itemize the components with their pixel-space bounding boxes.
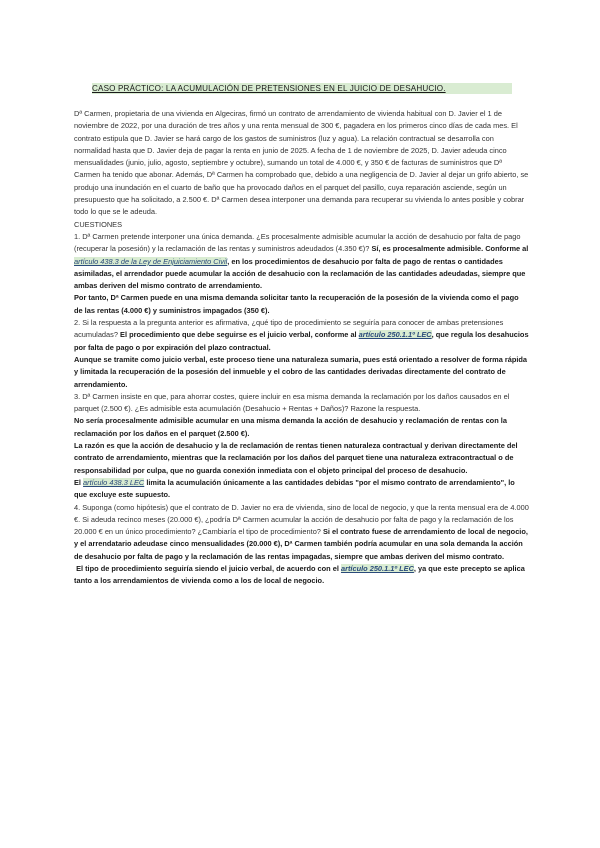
- question-2-text: 2. Si la respuesta a la pregunta anterior es afirmativa, ¿qué tipo de procedimiento se seguiría para conocer de ambas pretensiones acumuladas?: [74, 318, 504, 340]
- answer-1-part-1: Sí, es procesalmente admisible. Conforme al: [371, 244, 529, 254]
- answer-4-pre: El tipo de procedimiento seguiría siendo el juicio verbal, de acuerdo con el: [76, 563, 339, 573]
- answer-2-part-1: El procedimiento que debe seguirse es el juicio verbal, conforme al: [120, 330, 357, 340]
- answer-3-pre: El: [74, 477, 81, 487]
- intro-paragraph: Dª Carmen, propietaria de una vivienda en Algeciras, firmó un contrato de arrendamiento de vivienda habitual con D. Javier el 1 de noviembre de 2022, por una duración de tres años y una renta mensual de 300 €, pagadera en los primeros cinco días de cada mes. El contrato estipula que D. Javier se hará cargo de los gastos de suministros (luz y agua). La relación contractual se desarrolla con normalidad hasta que D. Javier deja de pagar la renta en junio de 2025. A fecha de 1 de noviembre de 2025, D. Javier adeuda cinco mensualidades (junio, julio, agosto, septiembre y octubre), sumando un total de 4.000 €, y 350 € de facturas de suministros que Dª Carmen ha tenido que abonar. Además, Dª Carmen ha comprobado que, debido a una negligencia de D. Javier al dejar un grifo abierto, se produjo una inundación en el cuarto de baño que ha provocado daños en el parquet del pasillo, cuya reparación asciende, según un presupuesto que ha solicitado, a 2.500 €. Dª Carmen desea interponer una demanda para recuperar su vivienda lo antes posible y cobrar todo lo que se le adeuda.: [74, 109, 529, 217]
- answer-2-part-3: Aunque se tramite como juicio verbal, este proceso tiene una naturaleza sumaria, pues está orientado a resolver de forma rápida y limitada la recuperación de la posesión del inmueble y el cobro de las cantidades derivadas directamente del contrato de arrendamiento.: [74, 354, 528, 389]
- answer-3-part-1: No sería procesalmente admisible acumular en una misma demanda la acción de desahucio y reclamación de rentas con la reclamación por los daños en el parquet (2.500 €).: [74, 416, 507, 438]
- document-body: [74, 108, 529, 588]
- answer-4-part-1: Si el contrato fuese de arrendamiento de local de negocio, y el arrendatario adeudase cinco mensualidades (20.000 €), Dª Carmen también podría acumular en una sola demanda la acción de desahucio por falta de pago y la reclamación de las rentas impagadas, siempre que ambas deriven del mismo contrato.: [74, 527, 528, 561]
- answer-1-part-2: , en los procedimientos de desahucio por falta de pago de rentas o cantidades asimiladas, el arrendador puede acumular la acción de desahucio con la reclamación de las cantidades adeudadas, siempre que ambas deriven del mismo contrato de arrendamiento.: [74, 256, 526, 291]
- law-link[interactable]: artículo 438.3 LEC: [83, 477, 145, 487]
- answer-3-post: limita la acumulación únicamente a las cantidades debidas "por el mismo contrato de arrendamiento", lo que excluye este supuesto.: [74, 477, 515, 500]
- question-4-text: 4. Suponga (como hipótesis) que el contrato de D. Javier no era de vivienda, sino de local de negocio, y que la renta mensual era de 4.000 €. Si adeuda recinco meses (20.000 €), ¿podría Dª Carmen acumular la acción de desahucio por falta de pago y la reclamación de los 20.000 € en un único procedimiento? ¿Cambiaría el tipo de procedimiento?: [74, 502, 529, 537]
- question-1: [74, 231, 529, 292]
- law-link[interactable]: artículo 250.1.1º LEC: [340, 563, 414, 573]
- answer-4-part-2: [74, 563, 529, 588]
- answer-2-part-2: , que regula los desahucios por falta de pago o por expiración del plazo contractual.: [74, 330, 529, 352]
- question-3-text: 3. Dª Carmen insiste en que, para ahorrar costes, quiere incluir en esa misma demanda la reclamación por los daños causados en el parquet (2.500 €). ¿Es admisible esta acumulación (Desahucio + Rentas + Daños)? Razone la respuesta.: [74, 391, 510, 414]
- questions-heading: CUESTIONES: [74, 219, 123, 229]
- question-1-text: 1. Dª Carmen pretende interponer una única demanda. ¿Es procesalmente admisible acumular la acción de desahucio por falta de pago (recuperar la posesión) y la reclamación de las rentas y suministros adeudados (4.350 €)?: [74, 231, 521, 254]
- question-2: [74, 317, 529, 354]
- law-link[interactable]: artículo 438.3 de la Ley de Enjuiciamiento Civil: [74, 256, 228, 266]
- answer-1-part-3: Por tanto, Dª Carmen puede en una misma demanda solicitar tanto la recuperación de la posesión de la vivienda como el pago de las rentas (4.000 €) y suministros impagados (350 €).: [74, 293, 519, 315]
- answer-4-post: , ya que este precepto se aplica tanto a los arrendamientos de vivienda como a los de local de negocio.: [74, 563, 525, 586]
- law-link[interactable]: artículo 250.1.1º LEC: [358, 330, 432, 340]
- answer-3-part-3: [74, 477, 529, 502]
- answer-3-part-2: La razón es que la acción de desahucio y la de reclamación de rentas tienen naturaleza contractual y derivan directamente del contrato de arrendamiento, mientras que la reclamación por los daños del parquet tiene una naturaleza extracontractual o de responsabilidad por culpa, que no guarda conexión inmediata con el objeto principal del proceso de desahucio.: [74, 441, 518, 475]
- question-4: [74, 502, 529, 563]
- document-title: CASO PRÁCTICO: LA ACUMULACIÓN DE PRETENSIONES EN EL JUICIO DE DESAHUCIO.: [92, 83, 512, 94]
